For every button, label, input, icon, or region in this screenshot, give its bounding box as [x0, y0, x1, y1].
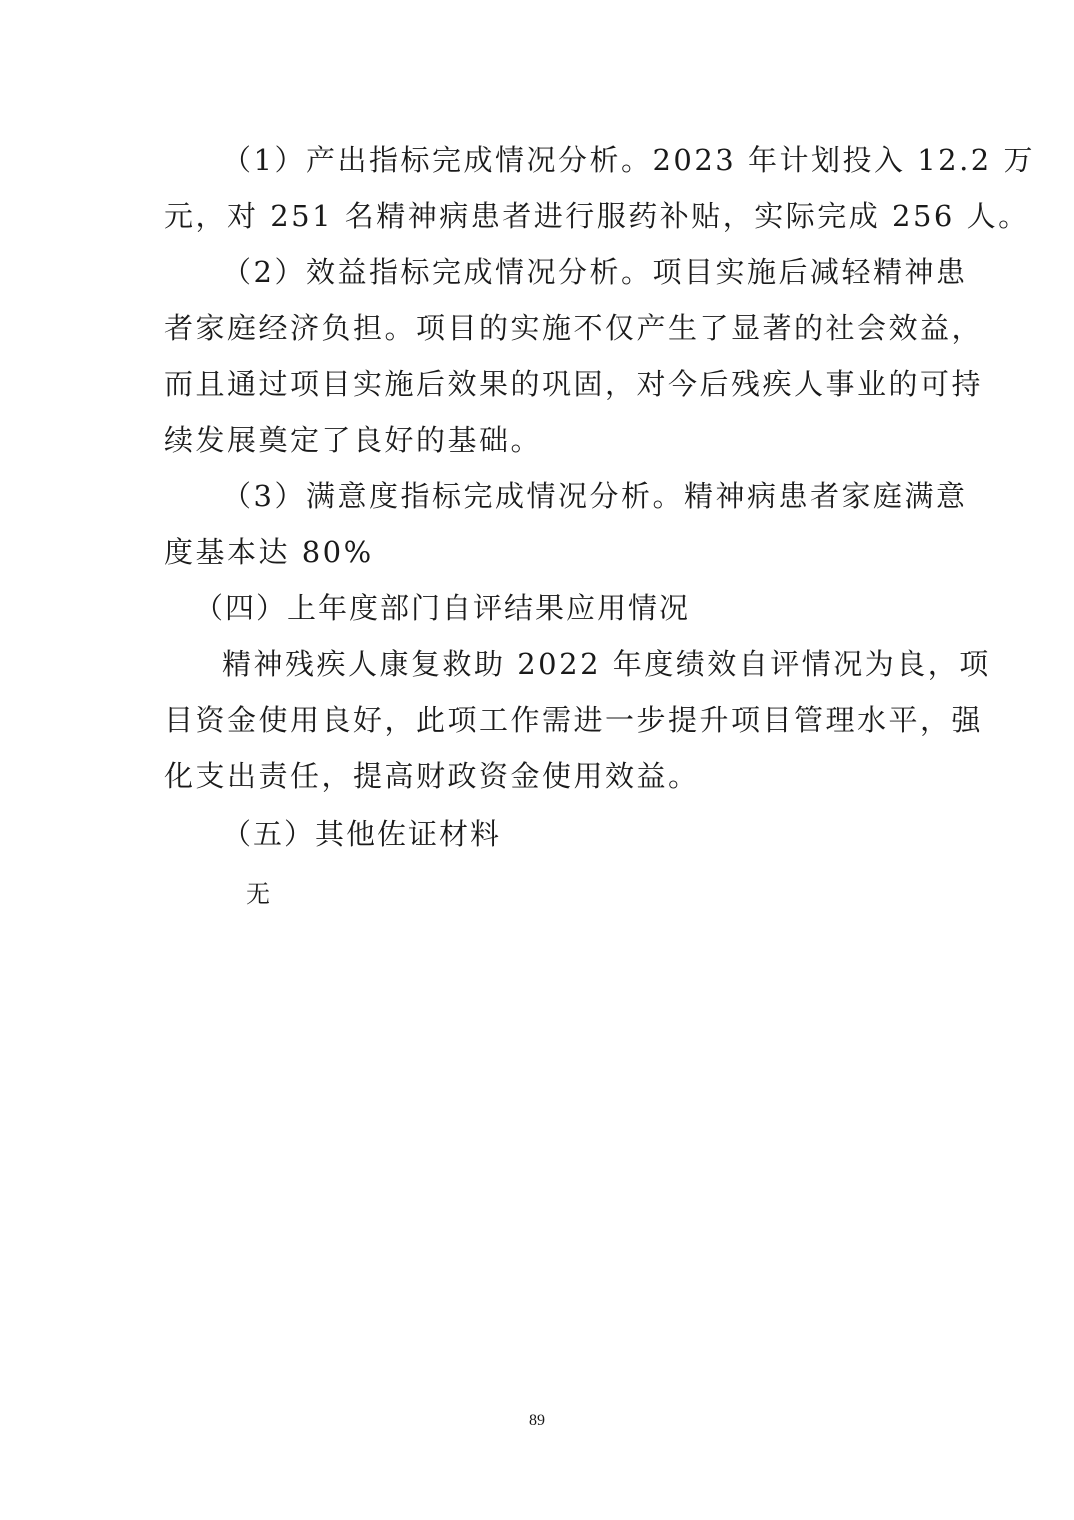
section-four-line-1: 精神残疾人康复救助 2022 年度绩效自评情况为良，项	[222, 647, 991, 681]
paragraph-3-line-1: （3）满意度指标完成情况分析。精神病患者家庭满意	[222, 479, 968, 513]
paragraph-2-line-4: 续发展奠定了良好的基础。	[164, 423, 543, 457]
paragraph-2-line-2: 者家庭经济负担。项目的实施不仅产生了显著的社会效益，	[164, 311, 984, 345]
page-number: 89	[529, 1412, 545, 1429]
paragraph-3-line-2: 度基本达 80%	[164, 535, 374, 569]
paragraph-1-line-1: （1）产出指标完成情况分析。2023 年计划投入 12.2 万	[222, 143, 1035, 177]
paragraph-2-line-3: 而且通过项目实施后效果的巩固，对今后残疾人事业的可持	[164, 367, 984, 401]
section-four-heading: （四）上年度部门自评结果应用情况	[194, 591, 691, 625]
section-four-line-3: 化支出责任，提高财政资金使用效益。	[164, 759, 700, 793]
paragraph-2-line-1: （2）效益指标完成情况分析。项目实施后减轻精神患	[222, 255, 968, 289]
paragraph-1-line-2: 元，对 251 名精神病患者进行服药补贴，实际完成 256 人。	[164, 199, 1030, 233]
section-five-body: 无	[246, 880, 273, 908]
section-four-line-2: 目资金使用良好，此项工作需进一步提升项目管理水平，强	[164, 703, 984, 737]
section-five-heading: （五）其他佐证材料	[222, 817, 502, 851]
